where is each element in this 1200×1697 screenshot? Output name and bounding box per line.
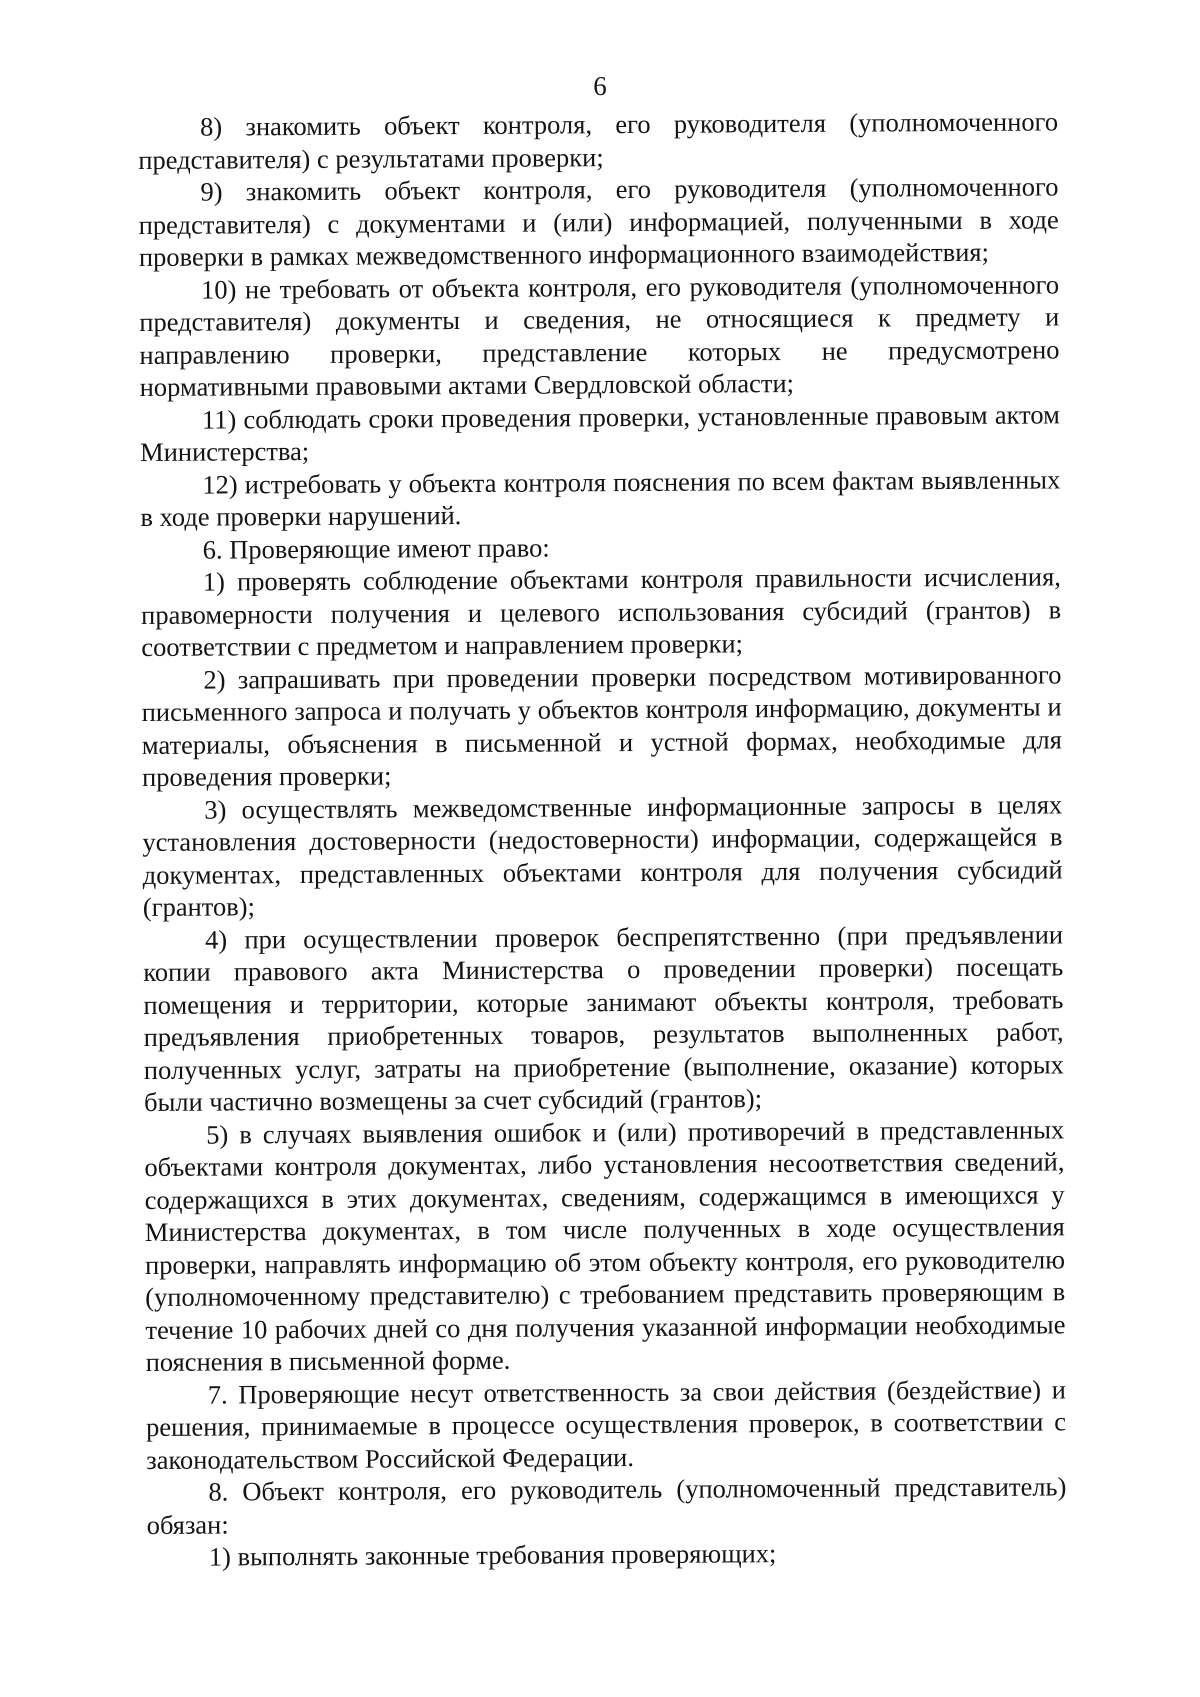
paragraph-6-3: 3) осуществлять межведомственные информационные запросы в целях установления достоверности (недостоверности) информации, содержащейся в документах, представленных объектами контроля для получения субсидий (грантов); (142, 788, 1063, 922)
paragraph-5-8: 8) знакомить объект контроля, его руководителя (уполномоченного представителя) с результатами проверки; (138, 106, 1059, 175)
paragraph-5-10: 10) не требовать от объекта контроля, его руководителя (уполномоченного представителя) документы и сведения, не относящиеся к предмету и направлению проверки, представление которых не предусмотрено нормативными правовыми актами Свердловской области; (139, 268, 1060, 402)
paragraph-6-5: 5) в случаях выявления ошибок и (или) противоречий в представленных объектами контроля документах, либо установления несоответствия сведений, содержащихся в этих документах, сведениям, содержащимся в имеющихся у Министерства документах, в том числе полученных в ходе осуществления проверки, направлять информацию об этом объекту контроля, его руководителю (уполномоченному представителю) с требованием представить проверяющим в течение 10 рабочих дней со дня получения указанной информации необходимые пояснения в письменной форме. (144, 1113, 1066, 1377)
paragraph-6-2: 2) запрашивать при проведении проверки посредством мотивированного письменного запроса и получать у объектов контроля информацию, документы и материалы, объяснения в письменной и устной формах, необходимые для проведения проверки; (141, 658, 1062, 792)
section-6-heading: 6. Проверяющие имеют право: (202, 531, 550, 565)
paragraph-6-1: 1) проверять соблюдение объектами контроля правильности исчисления, правомерности получения и целевого использования субсидий (грантов) в соответствии с предметом и направлением проверки; (140, 561, 1062, 662)
paragraph-5-9: 9) знакомить объект контроля, его руководителя (уполномоченного представителя) с документами и (или) информацией, полученными в ходе проверки в рамках межведомственного информационного взаимодействия; (138, 171, 1059, 272)
paragraph-5-12: 12) истребовать у объекта контроля пояснения по всем фактам выявленных в ходе проверки нарушений. (140, 463, 1061, 532)
paragraph-8-1: 1) выполнять законные требования проверяющих; (208, 1538, 777, 1572)
document-body (138, 105, 1067, 1573)
paragraph-5-11: 11) соблюдать сроки проведения проверки, установленные правовым актом Министерства; (139, 398, 1060, 467)
section-7: 7. Проверяющие несут ответственность за свои действия (бездействие) и решения, принимаемые в процессе осуществления проверок, в соответствии с законодательством Российской Федерации. (145, 1373, 1067, 1475)
paragraph-6-4: 4) при осуществлении проверок беспрепятственно (при предъявлении копии правового акта Министерства о проведении проверки) посещать помещения и территории, которые занимают объекты контроля, требовать предъявления приобретенных товаров, результатов выполненных работ, полученных услуг, затраты на приобретение (выполнение, оказание) которых были частично возмещены за счет субсидий (грантов); (143, 918, 1064, 1117)
section-8-heading: 8. Объект контроля, его руководитель (уполномоченный представитель) обязан: (146, 1471, 1067, 1540)
page-number: 6 (593, 71, 607, 101)
